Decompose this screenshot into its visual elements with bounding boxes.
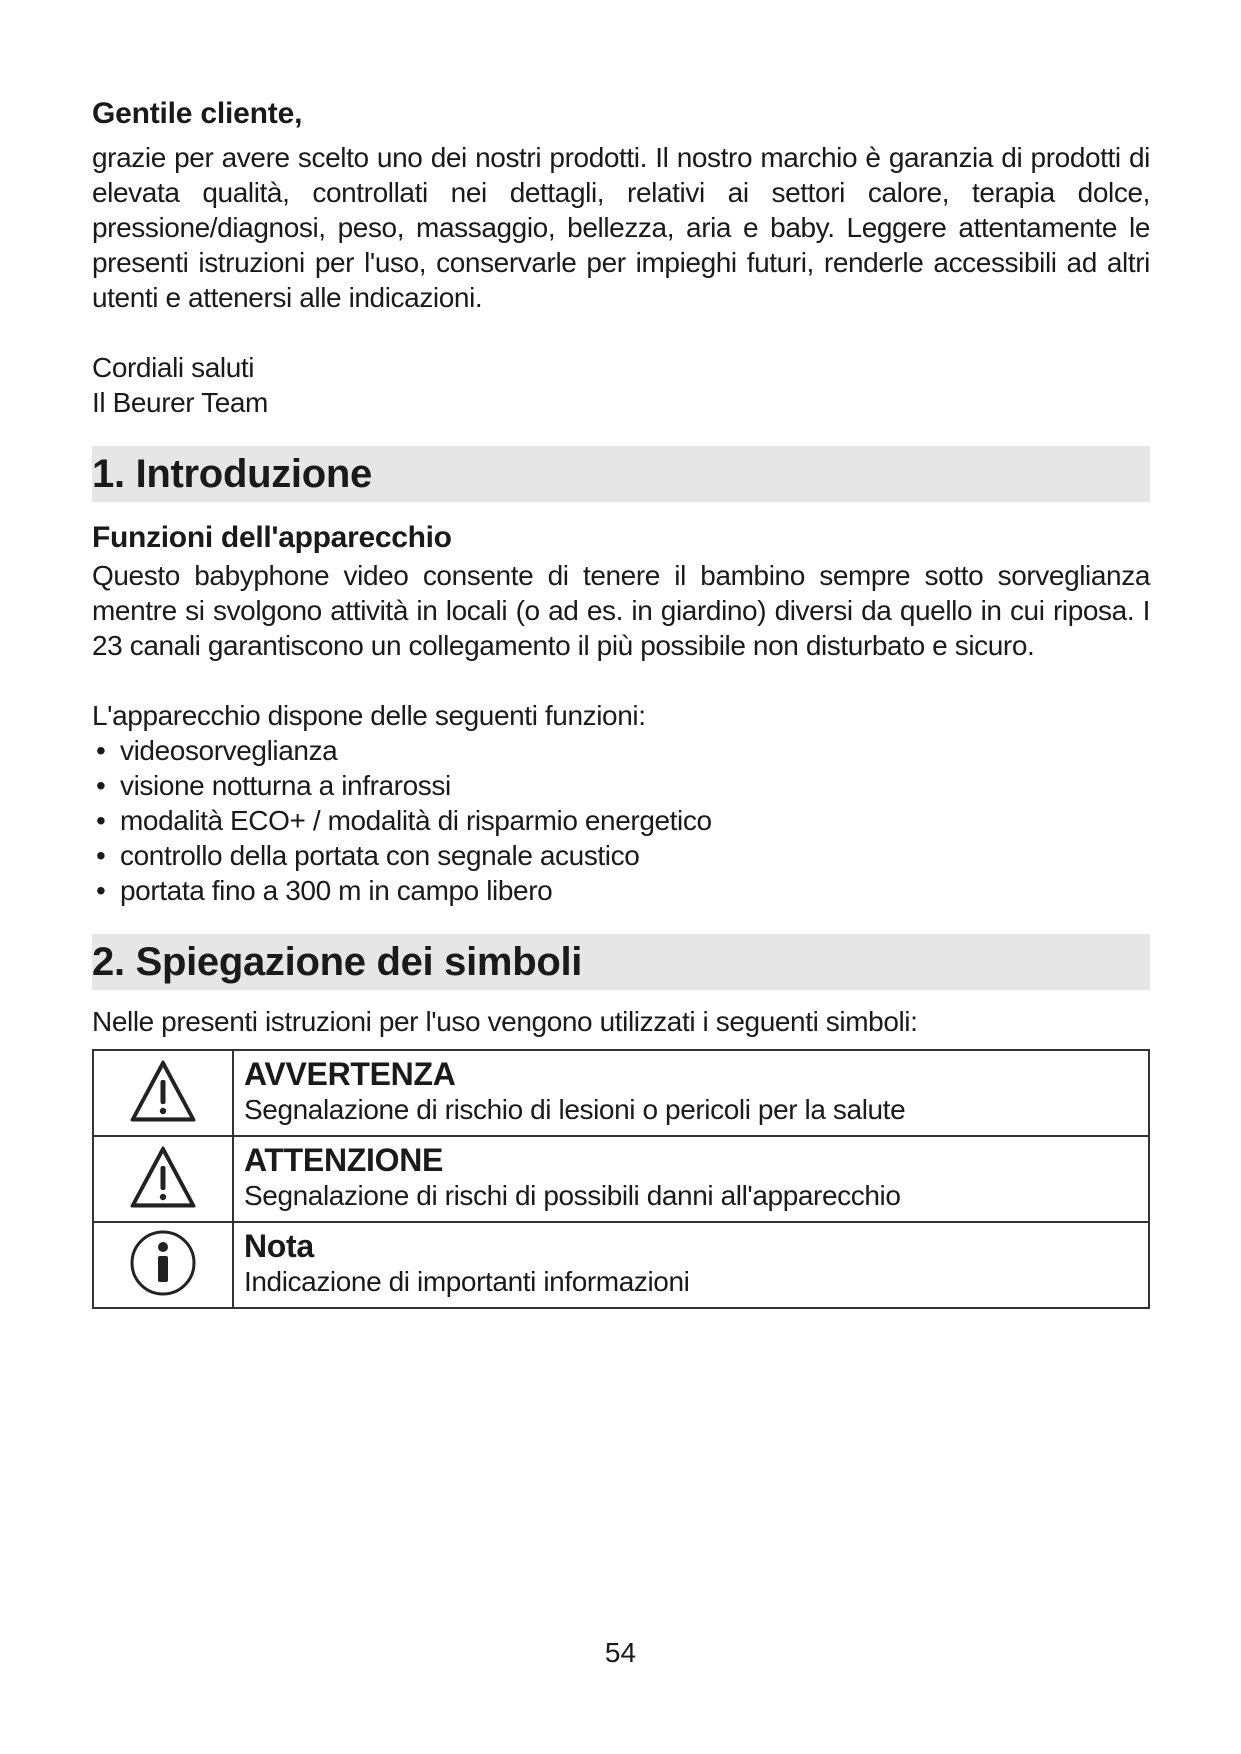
symbol-description: Segnalazione di rischi di possibili danni all'apparecchio <box>244 1180 901 1211</box>
list-item: • portata fino a 300 m in campo libero <box>96 875 553 906</box>
intro-paragraph: grazie per avere scelto uno dei nostri prodotti. Il nostro marchio è garanzia di prodotti di elevata qualità, controllati nei dettagli, relativi ai settori calore, terapia dolce, pressione/diagnosi, peso, massaggio, bellezza, aria e baby. Leggere attentamente le presenti istruzioni per l'uso, conservarle per impieghi futuri, renderle accessibili ad altri utenti e attenersi alle indicazioni. <box>92 142 1150 313</box>
features-list <box>92 733 1150 908</box>
section-1-header <box>92 446 1150 502</box>
section-1-title: 1. Introduzione <box>92 452 372 496</box>
table-row <box>93 1222 1149 1308</box>
section-2-header <box>92 934 1150 990</box>
symbol-label: ATTENZIONE <box>244 1142 444 1178</box>
section-2-intro: Nelle presenti istruzioni per l'uso vengono utilizzati i seguenti simboli: <box>92 1006 918 1037</box>
bullet-icon: • <box>96 875 106 906</box>
section-2-title: 2. Spiegazione dei simboli <box>92 940 583 984</box>
list-item: • modalità ECO+ / modalità di risparmio energetico <box>96 805 712 836</box>
warning-triangle-icon <box>128 1058 198 1124</box>
greeting: Gentile cliente, <box>92 97 303 130</box>
symbol-label: AVVERTENZA <box>244 1056 456 1092</box>
document-page <box>92 96 1150 1309</box>
symbols-table <box>92 1049 1150 1309</box>
info-circle-icon <box>128 1228 198 1298</box>
symbol-description: Segnalazione di rischio di lesioni o pericoli per la salute <box>244 1094 906 1125</box>
symbol-description: Indicazione di importanti informazioni <box>244 1266 690 1297</box>
list-item: • visione notturna a infrarossi <box>96 770 451 801</box>
symbol-label: Nota <box>244 1228 314 1264</box>
table-row <box>93 1136 1149 1222</box>
list-item: • videosorveglianza <box>96 735 338 766</box>
bullet-icon: • <box>96 735 106 766</box>
section-1-paragraph: Questo babyphone video consente di tenere il bambino sempre sotto sorveglianza mentre si svolgono attività in locali (o ad es. in giardino) diversi da quello in cui riposa. I 23 canali garantiscono un collegamento il più possibile non disturbato e sicuro. <box>92 560 1150 661</box>
list-item: • controllo della portata con segnale acustico <box>96 840 640 871</box>
section-1-subtitle: Funzioni dell'apparecchio <box>92 521 452 554</box>
table-row <box>93 1050 1149 1136</box>
closing-signature: Il Beurer Team <box>92 387 268 418</box>
bullet-icon: • <box>96 840 106 871</box>
closing-regards: Cordiali saluti <box>92 352 255 383</box>
page-number: 54 <box>604 1637 637 1668</box>
caution-triangle-icon <box>128 1144 198 1210</box>
bullet-icon: • <box>96 805 106 836</box>
bullet-icon: • <box>96 770 106 801</box>
features-intro: L'apparecchio dispone delle seguenti funzioni: <box>92 700 646 731</box>
